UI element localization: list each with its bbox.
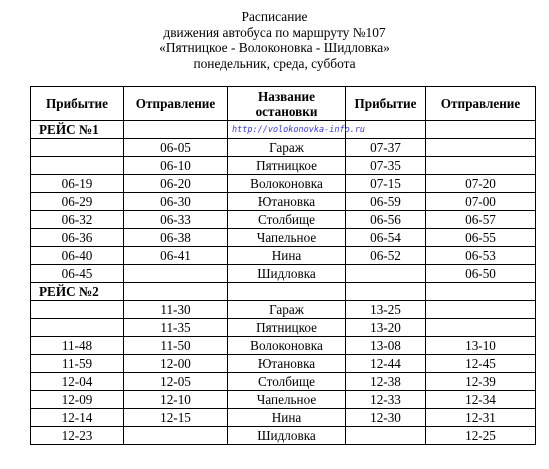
header-days: понедельник, среда, суббота xyxy=(193,55,356,71)
time-cell: 12-10 xyxy=(124,391,228,409)
stop-name-cell: Гараж xyxy=(228,301,346,319)
time-cell: 13-20 xyxy=(346,319,426,337)
time-cell xyxy=(31,301,124,319)
time-cell: 06-53 xyxy=(426,247,536,265)
time-cell: 06-38 xyxy=(124,229,228,247)
time-cell: 06-52 xyxy=(346,247,426,265)
time-cell: 12-14 xyxy=(31,409,124,427)
trip-label: РЕЙС №2 xyxy=(31,283,124,301)
stop-name-cell: Пятницкое xyxy=(228,319,346,337)
time-cell: 06-55 xyxy=(426,229,536,247)
time-cell xyxy=(426,157,536,175)
time-cell: 06-54 xyxy=(346,229,426,247)
stop-name-cell: Ютановка xyxy=(228,193,346,211)
time-cell xyxy=(426,139,536,157)
time-cell: 11-59 xyxy=(31,355,124,373)
stop-name-cell: Чапельное xyxy=(228,391,346,409)
table-cell xyxy=(426,121,536,139)
table-row xyxy=(31,139,536,157)
time-cell: 12-30 xyxy=(346,409,426,427)
time-cell: 13-10 xyxy=(426,337,536,355)
time-cell xyxy=(346,427,426,445)
time-cell: 06-45 xyxy=(31,265,124,283)
table-row xyxy=(31,247,536,265)
time-cell: 12-23 xyxy=(31,427,124,445)
time-cell xyxy=(426,319,536,337)
time-cell: 12-15 xyxy=(124,409,228,427)
table-row xyxy=(31,175,536,193)
stop-name-cell: Столбище xyxy=(228,373,346,391)
time-cell: 06-32 xyxy=(31,211,124,229)
table-header-row xyxy=(31,87,536,121)
table-row xyxy=(31,301,536,319)
time-cell: 06-59 xyxy=(346,193,426,211)
table-row xyxy=(31,409,536,427)
time-cell: 12-33 xyxy=(346,391,426,409)
header-route: движения автобуса по маршруту №107 xyxy=(163,24,386,40)
time-cell: 06-20 xyxy=(124,175,228,193)
time-cell: 11-50 xyxy=(124,337,228,355)
table-row xyxy=(31,427,536,445)
time-cell: 11-48 xyxy=(31,337,124,355)
column-header: Название остановки xyxy=(228,87,346,121)
time-cell xyxy=(124,427,228,445)
table-cell xyxy=(426,283,536,301)
time-cell xyxy=(31,319,124,337)
time-cell: 06-50 xyxy=(426,265,536,283)
time-cell: 12-09 xyxy=(31,391,124,409)
table-row xyxy=(31,229,536,247)
time-cell: 06-40 xyxy=(31,247,124,265)
time-cell: 12-04 xyxy=(31,373,124,391)
time-cell: 06-19 xyxy=(31,175,124,193)
time-cell: 12-38 xyxy=(346,373,426,391)
time-cell xyxy=(346,265,426,283)
time-cell: 12-34 xyxy=(426,391,536,409)
time-cell: 06-10 xyxy=(124,157,228,175)
header-route-name: «Пятницкое - Волоконовка - Шидловка» xyxy=(159,40,390,55)
stop-name-cell: Волоконовка xyxy=(228,175,346,193)
time-cell: 06-56 xyxy=(346,211,426,229)
table-row xyxy=(31,373,536,391)
column-header: Отправление xyxy=(124,87,228,121)
time-cell xyxy=(31,157,124,175)
stop-name-cell: Волоконовка xyxy=(228,337,346,355)
table-cell xyxy=(124,283,228,301)
time-cell: 07-15 xyxy=(346,175,426,193)
time-cell: 13-08 xyxy=(346,337,426,355)
stop-name-cell: Столбище xyxy=(228,211,346,229)
watermark-url: http://volokonovka-info.ru xyxy=(228,121,346,139)
stop-name-cell: Ютановка xyxy=(228,355,346,373)
column-header: Прибытие xyxy=(31,87,124,121)
stop-name-cell: Пятницкое xyxy=(228,157,346,175)
table-row xyxy=(31,193,536,211)
table-cell xyxy=(124,121,228,139)
time-cell: 07-35 xyxy=(346,157,426,175)
time-cell: 07-20 xyxy=(426,175,536,193)
schedule-table xyxy=(30,86,536,445)
table-row xyxy=(31,265,536,283)
time-cell: 07-00 xyxy=(426,193,536,211)
stop-name-cell: Нина xyxy=(228,409,346,427)
stop-name-cell: Чапельное xyxy=(228,229,346,247)
time-cell: 12-05 xyxy=(124,373,228,391)
time-cell: 06-05 xyxy=(124,139,228,157)
time-cell: 12-31 xyxy=(426,409,536,427)
time-cell: 12-44 xyxy=(346,355,426,373)
stop-name-cell: Гараж xyxy=(228,139,346,157)
time-cell: 06-41 xyxy=(124,247,228,265)
time-cell: 11-35 xyxy=(124,319,228,337)
time-cell xyxy=(124,265,228,283)
table-cell xyxy=(228,283,346,301)
column-header: Отправление xyxy=(426,87,536,121)
header-title: Расписание xyxy=(241,9,308,24)
stop-name-cell: Шидловка xyxy=(228,265,346,283)
time-cell: 13-25 xyxy=(346,301,426,319)
time-cell xyxy=(426,301,536,319)
trip-section-row xyxy=(31,121,536,139)
table-row xyxy=(31,319,536,337)
trip-label: РЕЙС №1 xyxy=(31,121,124,139)
time-cell: 06-57 xyxy=(426,211,536,229)
time-cell: 12-00 xyxy=(124,355,228,373)
stop-name-cell: Шидловка xyxy=(228,427,346,445)
time-cell: 06-30 xyxy=(124,193,228,211)
table-cell xyxy=(346,283,426,301)
table-row xyxy=(31,211,536,229)
trip-section-row xyxy=(31,283,536,301)
schedule-header xyxy=(0,9,549,71)
time-cell: 06-29 xyxy=(31,193,124,211)
table-row xyxy=(31,337,536,355)
table-row xyxy=(31,157,536,175)
time-cell: 07-37 xyxy=(346,139,426,157)
table-row xyxy=(31,355,536,373)
time-cell: 06-36 xyxy=(31,229,124,247)
time-cell: 12-25 xyxy=(426,427,536,445)
column-header: Прибытие xyxy=(346,87,426,121)
time-cell: 12-39 xyxy=(426,373,536,391)
table-row xyxy=(31,391,536,409)
time-cell xyxy=(31,139,124,157)
time-cell: 11-30 xyxy=(124,301,228,319)
time-cell: 12-45 xyxy=(426,355,536,373)
time-cell: 06-33 xyxy=(124,211,228,229)
stop-name-cell: Нина xyxy=(228,247,346,265)
